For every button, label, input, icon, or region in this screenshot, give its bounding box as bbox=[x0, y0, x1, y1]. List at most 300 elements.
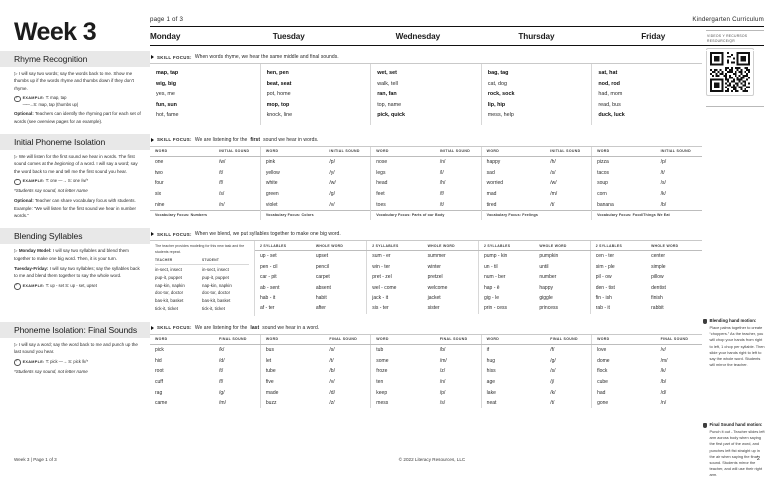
word-cell: yellow bbox=[260, 168, 324, 179]
rhyme-word-pair: sat, hat bbox=[598, 70, 618, 76]
word-cell: banana bbox=[592, 199, 656, 210]
section-title-final-sounds: Phoneme Isolation: Final Sounds bbox=[0, 322, 150, 338]
syllables-cell: pret - zel bbox=[367, 272, 423, 282]
rhyme-example-text: EXAMPLE: T: map, tap ——→ S: map, tap (thumbs up) bbox=[22, 95, 79, 107]
whole-word-cell: rabbit bbox=[651, 305, 664, 312]
sound-cell: /f/ bbox=[550, 347, 555, 354]
initial-optional-text: Teacher can share vocabulary focus with students. Example: “We will listen for the first sound we hear in number words.” bbox=[14, 198, 136, 218]
word-cell: sad bbox=[481, 168, 545, 179]
word-cell: pizza bbox=[592, 156, 656, 167]
word-cell: had bbox=[592, 387, 656, 398]
header-main bbox=[150, 16, 768, 46]
initial-directive-b: beginning bbox=[54, 161, 75, 167]
final-example-line: T: pick —→ S: pick /k/* bbox=[45, 358, 89, 364]
model-cell: bas-kit, basket bbox=[202, 298, 231, 304]
sound-cell: /k/ bbox=[660, 368, 666, 375]
column-header: FINAL SOUND bbox=[545, 334, 591, 344]
table-row bbox=[150, 377, 702, 388]
column-header: WORD bbox=[592, 146, 656, 156]
table-row bbox=[150, 344, 702, 355]
word-cell: cube bbox=[592, 377, 656, 388]
rhyme-directive-text: I will say two words; say the words back to me. Show me thumbs up if the words rhyme and thumbs down if they don't rhyme. bbox=[14, 71, 134, 91]
blending-skill-focus bbox=[150, 228, 702, 240]
table-row bbox=[255, 262, 702, 272]
word-cell: froze bbox=[371, 366, 435, 377]
table-row bbox=[150, 178, 702, 189]
sound-cell: /m/ bbox=[660, 357, 668, 364]
rhyme-word-pair: mop, top bbox=[266, 101, 290, 108]
day-header-friday: Friday bbox=[641, 32, 666, 41]
syllables-cell: wel - come bbox=[367, 282, 423, 292]
whole-word-cell: upset bbox=[315, 253, 329, 260]
day-header-tuesday: Tuesday bbox=[272, 32, 305, 41]
initial-example bbox=[14, 178, 142, 185]
blending-right-column bbox=[150, 228, 768, 316]
initial-example-line: T: one —→ S: one /w/* bbox=[45, 177, 89, 183]
word-cell: soup bbox=[592, 178, 656, 189]
rhyme-word-pair: lip, hip bbox=[487, 101, 506, 108]
syllables-cell: ab - sent bbox=[260, 284, 280, 291]
blending-monday-label: Monday Model: bbox=[18, 248, 52, 254]
column-header: 2 SYLLABLES bbox=[255, 241, 311, 251]
word-cell: gone bbox=[592, 398, 656, 409]
whole-word-cell: habit bbox=[315, 294, 327, 301]
whole-word-cell: number bbox=[539, 274, 557, 281]
syllables-cell: pil - ow bbox=[590, 272, 646, 282]
rhyme-word-pair: walk, tell bbox=[377, 80, 398, 87]
sound-cell: /n/ bbox=[439, 378, 446, 385]
section-title-initial-phoneme: Initial Phoneme Isolation bbox=[0, 134, 150, 150]
table-header-row bbox=[150, 334, 702, 344]
rhyme-word-pair: knock, line bbox=[266, 112, 293, 119]
blending-note-title: Blending hand motion: bbox=[709, 318, 757, 323]
blending-syllable-table-wrap bbox=[255, 241, 702, 316]
word-cell: head bbox=[371, 178, 435, 189]
rhyme-column-friday bbox=[592, 64, 702, 125]
column-header: INITIAL SOUND bbox=[545, 146, 591, 156]
sound-cell: /m/ bbox=[219, 400, 226, 407]
sound-cell: /m/ bbox=[550, 191, 558, 198]
initial-optional-label: Optional: bbox=[14, 198, 34, 204]
syllables-cell: hap - ē bbox=[479, 282, 535, 292]
column-header: WHOLE WORD bbox=[534, 241, 590, 251]
model-row bbox=[155, 289, 249, 297]
final-note-title: Final Sound hand motion: bbox=[709, 422, 763, 427]
syllables-cell: sum - er bbox=[367, 251, 423, 262]
initial-footnote: *Students say sound, not letter name bbox=[14, 188, 88, 194]
word-cell: lake bbox=[481, 387, 545, 398]
whole-word-cell: pillow bbox=[651, 274, 664, 281]
sound-cell: /t/ bbox=[219, 169, 224, 176]
rhyme-example bbox=[14, 95, 142, 108]
column-header: INITIAL SOUND bbox=[324, 146, 370, 156]
syllables-cell: up - set bbox=[260, 253, 277, 260]
final-skill-text-c: sound we hear in a word. bbox=[262, 324, 320, 331]
column-header: WORD bbox=[371, 334, 435, 344]
sound-cell: /s/ bbox=[439, 400, 446, 407]
word-cell: tired bbox=[481, 199, 545, 210]
initial-directive-c: of a word. I will say a word; say the word back to me and tell me the first sound you hear. bbox=[14, 161, 138, 174]
word-cell: root bbox=[155, 368, 164, 375]
initial-instructions bbox=[14, 150, 142, 219]
whole-word-cell: until bbox=[539, 263, 549, 270]
final-skill-text-b: last bbox=[250, 324, 260, 331]
model-cell: doc-tor, doctor bbox=[155, 290, 184, 296]
whole-word-cell: happy bbox=[539, 284, 553, 291]
word-cell: mad bbox=[481, 189, 545, 200]
word-cell: tacos bbox=[592, 168, 656, 179]
rhyme-column-wednesday bbox=[371, 64, 482, 125]
word-cell: neat bbox=[481, 398, 545, 409]
initial-phoneme-table bbox=[150, 146, 702, 220]
rhyme-skill-label: SKILL FOCUS: bbox=[157, 54, 192, 60]
day-header-row bbox=[150, 32, 764, 46]
table-header-row bbox=[255, 241, 702, 251]
sound-cell: /j/ bbox=[550, 378, 555, 385]
model-row bbox=[155, 282, 249, 290]
blending-left-column bbox=[0, 228, 150, 316]
syllables-cell: hab - it bbox=[260, 294, 276, 301]
blending-tufr bbox=[14, 265, 142, 280]
sound-cell: /f/ bbox=[219, 378, 224, 385]
column-header: INITIAL SOUND bbox=[214, 146, 260, 156]
section-title-rhyme: Rhyme Recognition bbox=[0, 51, 150, 67]
rhyme-word-pair: pot, home bbox=[266, 91, 291, 98]
sound-cell: /d/ bbox=[329, 389, 335, 396]
word-cell: nose bbox=[371, 156, 435, 167]
footer-left: Week 3 | Page 1 of 3 bbox=[14, 456, 57, 462]
sound-cell: /v/ bbox=[329, 378, 335, 385]
column-header: 2 SYLLABLES bbox=[590, 241, 646, 251]
initial-right-column bbox=[150, 134, 768, 222]
page-header bbox=[0, 0, 768, 46]
final-example-label: EXAMPLE: bbox=[22, 359, 45, 364]
sound-cell: /g/ bbox=[550, 357, 556, 364]
sound-cell: /z/ bbox=[329, 400, 335, 407]
example-icon bbox=[14, 283, 21, 290]
sound-cell: /b/ bbox=[439, 347, 446, 354]
rhyme-directive: ▷ I will say two words; say the words back to me. Show me thumbs up if the words rhyme and thumbs down if they don't rhyme. bbox=[14, 71, 134, 91]
final-footnote: *Students say sound, not letter name bbox=[14, 368, 88, 374]
page-title: Week 3 bbox=[14, 18, 97, 46]
table-row bbox=[255, 272, 702, 282]
arrow-right-icon bbox=[151, 138, 154, 142]
whole-word-cell: carpet bbox=[315, 274, 330, 281]
rhyme-word-pair: yes, me bbox=[156, 91, 175, 98]
column-header: WORD bbox=[260, 334, 324, 344]
rhyme-column-thursday bbox=[482, 64, 593, 125]
syllables-cell: cen - ter bbox=[590, 251, 646, 262]
column-header: FINAL SOUND bbox=[656, 334, 702, 344]
final-directive-text: I will say a word; say the word back to me and punch up the last sound you hear. bbox=[14, 341, 138, 355]
word-cell: green bbox=[260, 189, 324, 200]
column-header: WORD bbox=[150, 146, 214, 156]
word-cell: corn bbox=[592, 189, 656, 200]
sound-cell: /s/ bbox=[550, 368, 556, 375]
model-cell: in-sect, insect bbox=[202, 266, 229, 272]
day-header-thursday: Thursday bbox=[518, 32, 555, 41]
table-row bbox=[150, 189, 702, 200]
example-icon bbox=[14, 179, 21, 186]
word-cell: keep bbox=[371, 387, 435, 398]
sound-cell: /k/ bbox=[660, 191, 666, 198]
syllables-cell: prin - cess bbox=[479, 303, 535, 313]
initial-skill-label: SKILL FOCUS: bbox=[157, 137, 192, 143]
footer-page-number: 2 bbox=[756, 456, 760, 462]
word-cell: feet bbox=[371, 189, 435, 200]
rail-caption-line1: VIDEOS Y RECURSOS bbox=[707, 34, 748, 38]
rhyme-word-pair: mess, help bbox=[487, 112, 514, 119]
vocabulary-focus-cell: Vocabulary Focus: Colors bbox=[260, 210, 370, 220]
whole-word-cell: center bbox=[651, 253, 666, 260]
syllables-cell: win - ter bbox=[367, 262, 423, 272]
blending-model-header-teacher: TEACHER bbox=[155, 258, 173, 263]
rhyme-word-pair: duck, luck bbox=[598, 112, 625, 119]
column-header: WORD bbox=[481, 146, 545, 156]
final-instructions bbox=[14, 338, 142, 375]
vocabulary-focus-cell: Vocabulary Focus: Parts of our Body bbox=[371, 210, 481, 220]
sound-cell: /h/ bbox=[439, 180, 446, 187]
rhyme-column-monday bbox=[150, 64, 261, 125]
whole-word-cell: pretzel bbox=[427, 274, 443, 281]
sound-cell: /v/ bbox=[329, 201, 335, 208]
sound-cell: /b/ bbox=[329, 368, 335, 375]
blending-model-box bbox=[150, 241, 255, 316]
word-cell: buzz bbox=[260, 398, 324, 409]
syllables-cell: pump - kin bbox=[479, 251, 535, 262]
column-header: WORD bbox=[592, 334, 656, 344]
word-cell: hug bbox=[481, 355, 545, 366]
word-cell: white bbox=[260, 178, 324, 189]
column-header: FINAL SOUND bbox=[435, 334, 481, 344]
rhyme-word-pair: wet, set bbox=[377, 70, 397, 76]
column-header: WHOLE WORD bbox=[311, 241, 367, 251]
model-cell: nap-kin, napkin bbox=[155, 282, 185, 288]
rhyme-example-line1: T: map, tap bbox=[45, 95, 67, 100]
word-cell: rag bbox=[155, 389, 163, 396]
sound-cell: /l/ bbox=[439, 169, 444, 176]
model-row bbox=[155, 274, 249, 282]
sound-cell: /n/ bbox=[660, 400, 667, 407]
syllables-cell: num - ber bbox=[479, 272, 535, 282]
rhyme-right-column bbox=[150, 51, 768, 128]
syllables-cell: un - til bbox=[479, 262, 535, 272]
word-cell: some bbox=[371, 355, 435, 366]
sound-cell: /w/ bbox=[329, 180, 336, 187]
sound-cell: /s/ bbox=[550, 169, 556, 176]
syllables-cell: car - pit bbox=[260, 274, 277, 281]
rhyme-optional bbox=[14, 110, 142, 125]
sound-cell: /f/ bbox=[219, 180, 224, 187]
model-row bbox=[155, 266, 249, 274]
initial-example-text bbox=[23, 178, 88, 185]
blending-example-text bbox=[23, 283, 97, 290]
word-cell: mess bbox=[371, 398, 435, 409]
sound-cell: /s/ bbox=[660, 180, 666, 187]
column-header: INITIAL SOUND bbox=[435, 146, 481, 156]
word-cell: hiss bbox=[481, 366, 545, 377]
rhyme-word-pair: rock, sock bbox=[487, 91, 515, 98]
arrow-right-icon bbox=[151, 55, 154, 59]
rhyme-optional-label: Optional: bbox=[14, 111, 34, 117]
blending-tufr-label: Tuesday-Friday: bbox=[14, 265, 49, 271]
footer-copyright: © 2022 Literacy Resources, LLC bbox=[398, 456, 466, 462]
vocabulary-focus-cell: Vocabulary Focus: Food/Things We Eat bbox=[592, 210, 702, 220]
model-cell: in-sect, insect bbox=[155, 266, 182, 272]
rhyme-optional-text: Teachers can identify the rhyming part for each set of words (see overview pages for an example). bbox=[14, 111, 141, 124]
rhyme-word-pair: cat, dog bbox=[487, 80, 507, 87]
rhyme-skill-text: When words rhyme, we hear the same middle and final sounds. bbox=[194, 54, 339, 60]
rhyme-word-pair: wig, big bbox=[156, 80, 177, 87]
initial-directive-a: We will listen for the first sound we hear in words. The first sound comes at the bbox=[14, 153, 135, 167]
sound-cell: /t/ bbox=[550, 201, 555, 208]
model-cell: pup-it, puppet bbox=[155, 274, 182, 280]
word-cell: five bbox=[260, 377, 324, 388]
section-initial-phoneme-isolation bbox=[0, 133, 768, 222]
rail-caption-line2: RESOURCE/QR bbox=[707, 38, 735, 43]
sound-cell: /z/ bbox=[439, 368, 446, 375]
whole-word-cell: absent bbox=[315, 284, 331, 291]
syllables-cell: den - tist bbox=[590, 282, 646, 292]
word-cell: age bbox=[481, 377, 545, 388]
rhyme-instructions bbox=[14, 67, 142, 125]
model-cell: nap-kin, napkin bbox=[202, 282, 232, 288]
word-cell: came bbox=[155, 400, 168, 407]
whole-word-cell: dentist bbox=[651, 284, 666, 291]
arrow-right-icon bbox=[151, 326, 154, 330]
final-hand-motion-note bbox=[703, 422, 765, 478]
whole-word-cell: summer bbox=[427, 253, 446, 260]
column-header: WORD bbox=[371, 146, 435, 156]
table-row bbox=[150, 398, 702, 409]
word-cell: cuff bbox=[155, 378, 163, 385]
whole-word-cell: simple bbox=[651, 263, 666, 270]
final-directive: ▷ I will say a word; say the word back to me and punch up the last sound you hear. bbox=[14, 341, 138, 355]
word-cell: tub bbox=[371, 344, 435, 355]
sound-cell: /s/ bbox=[219, 191, 225, 198]
rhyme-word-table bbox=[150, 63, 702, 125]
model-row bbox=[155, 297, 249, 305]
sound-cell: /p/ bbox=[439, 389, 446, 396]
blending-example-label: EXAMPLE: bbox=[22, 283, 45, 288]
rhyme-word-pair: ran, fan bbox=[377, 91, 397, 98]
blending-tufr-text: I will say two syllables; say the syllables back to me and blend them together to say the whole word. bbox=[14, 265, 140, 279]
whole-word-cell: winter bbox=[427, 263, 441, 270]
table-row bbox=[150, 366, 702, 377]
rhyme-example-label: EXAMPLE: bbox=[22, 96, 45, 100]
syllables-cell: sis - ter bbox=[367, 303, 423, 313]
column-header: WHOLE WORD bbox=[423, 241, 479, 251]
syllables-cell: sim - ple bbox=[590, 262, 646, 272]
sound-cell: /y/ bbox=[329, 169, 335, 176]
sound-cell: /d/ bbox=[660, 389, 667, 396]
column-header: 2 SYLLABLES bbox=[479, 241, 535, 251]
final-right-column bbox=[150, 322, 768, 409]
page-footer bbox=[0, 456, 768, 462]
column-header: 2 SYLLABLES bbox=[367, 241, 423, 251]
rhyme-word-pair: fun, sun bbox=[156, 101, 177, 108]
word-cell: toes bbox=[371, 199, 435, 210]
example-icon bbox=[14, 359, 21, 366]
sound-cell: /b/ bbox=[660, 378, 667, 385]
section-rhyme-recognition bbox=[0, 50, 768, 128]
model-cell: tick-it, ticket bbox=[155, 306, 178, 312]
sound-cell: /k/ bbox=[219, 347, 225, 354]
whole-word-cell: giggle bbox=[539, 294, 553, 301]
word-cell: tube bbox=[260, 366, 324, 377]
word-cell: happy bbox=[481, 156, 545, 167]
initial-skill-focus bbox=[150, 134, 702, 146]
vocabulary-focus-cell: Vocabulary Focus: Numbers bbox=[150, 210, 260, 220]
blending-skill-label: SKILL FOCUS: bbox=[157, 231, 192, 237]
initial-directive: ▷ We will listen for the first sound we hear in words. The first sound comes at the beginning of a word. I will say a word; say the word back to me and tell me the first sound you hear. bbox=[14, 153, 138, 174]
model-cell: pup-it, puppet bbox=[202, 274, 229, 280]
initial-left-column bbox=[0, 134, 150, 222]
section-title-blending: Blending Syllables bbox=[0, 228, 150, 244]
sound-cell: /k/ bbox=[550, 389, 556, 396]
whole-word-cell: pencil bbox=[315, 263, 329, 270]
whole-word-cell: princess bbox=[539, 305, 558, 312]
blending-model-header-student: STUDENT bbox=[202, 258, 220, 263]
example-icon bbox=[14, 96, 21, 103]
rhyme-word-pair: beat, seat bbox=[266, 80, 292, 87]
day-header-wednesday: Wednesday bbox=[395, 32, 441, 41]
sound-cell: /d/ bbox=[219, 357, 225, 364]
sound-cell: /p/ bbox=[660, 159, 667, 166]
sound-cell: /h/ bbox=[550, 159, 556, 166]
word-cell: ten bbox=[371, 377, 435, 388]
word-cell: dome bbox=[592, 355, 656, 366]
table-row bbox=[150, 199, 702, 210]
blending-monday-text: I will say two syllables and blend them together to make one big word. Then, it is your turn. bbox=[14, 248, 129, 261]
hand-motion-icon bbox=[703, 423, 707, 429]
initial-optional bbox=[14, 197, 142, 219]
blending-instructions bbox=[14, 244, 142, 289]
table-row bbox=[255, 293, 702, 303]
rhyme-column-tuesday bbox=[261, 64, 372, 125]
model-cell: bas-kit, basket bbox=[155, 298, 184, 304]
model-row bbox=[155, 305, 249, 313]
blending-skill-text: When we blend, we put syllables together to make one big word. bbox=[194, 231, 341, 238]
blending-note-body: Place palms together to create “choppers.” As the teacher, you will chop your hands from right to left, 1 chop per syllable. Then slide your hands right to left to say the whole word. Students will mirror the teacher. bbox=[709, 325, 765, 368]
model-cell: tick-it, ticket bbox=[202, 306, 225, 312]
word-cell: made bbox=[260, 387, 324, 398]
blending-monday: ▷ Monday Model: I will say two syllables and blend them together to make one big word. Then, it is your turn. bbox=[14, 248, 129, 261]
sound-cell: /n/ bbox=[219, 201, 225, 208]
column-header: FINAL SOUND bbox=[214, 334, 260, 344]
initial-example-label: EXAMPLE: bbox=[22, 178, 45, 183]
column-header: WORD bbox=[150, 334, 214, 344]
whole-word-cell: pumpkin bbox=[539, 253, 559, 260]
rhyme-word-pair: nod, rod bbox=[598, 80, 620, 87]
blending-model-header bbox=[155, 255, 249, 265]
word-cell: nine bbox=[155, 201, 165, 208]
syllables-cell: af - ter bbox=[260, 305, 275, 312]
rhyme-word-pair: map, tap bbox=[156, 70, 179, 76]
column-header: WHOLE WORD bbox=[646, 241, 702, 251]
sound-cell: /m/ bbox=[439, 357, 447, 364]
rhyme-left-column bbox=[0, 51, 150, 128]
rhyme-word-pair: had, mom bbox=[598, 91, 623, 98]
word-cell: flock bbox=[592, 366, 656, 377]
sound-cell: /v/ bbox=[660, 347, 666, 354]
rhyme-example-line2: S: map, tap (thumbs up) bbox=[33, 101, 79, 107]
table-row bbox=[150, 156, 702, 167]
whole-word-cell: after bbox=[315, 305, 326, 312]
page-indicator-row bbox=[150, 16, 764, 27]
column-header: FINAL SOUND bbox=[324, 334, 370, 344]
final-example bbox=[14, 359, 142, 366]
